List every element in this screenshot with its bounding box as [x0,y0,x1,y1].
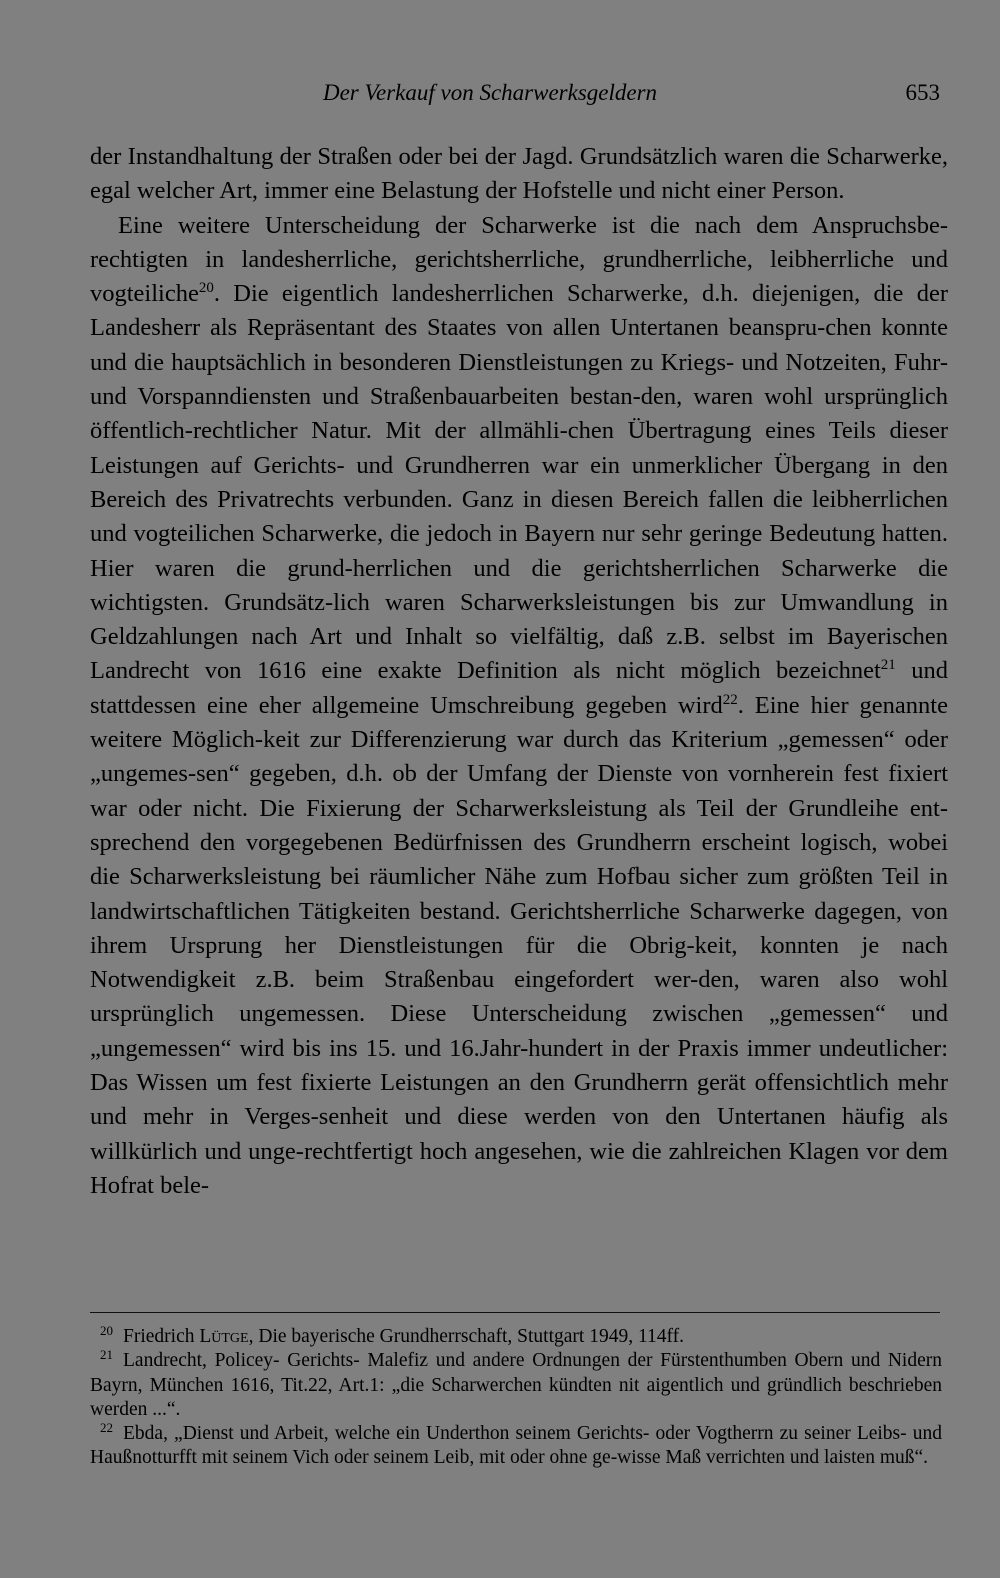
text-segment: Eine weitere Unterscheidung der Scharwerke ist die nach dem Anspruchsbe-rechtigten in landesherrliche, gerichtsherrliche, grundherrliche, leibherrliche und vogteiliche [90,211,948,308]
paragraph-2 [90,209,948,1204]
footnote-number: 21 [100,1346,113,1362]
footnote-number: 22 [100,1419,113,1435]
footnotes [90,1322,942,1471]
footnote-ref-20[interactable]: 20 [198,280,214,297]
footnote-21 [90,1346,942,1422]
body-text [90,140,948,1203]
footnote-number: 20 [100,1322,113,1338]
text-segment: und stattdessen eine eher allgemeine Umschreibung gegeben wird [90,657,948,719]
page-number: 653 [905,80,940,105]
running-title: Der Verkauf von Scharwerksgeldern [322,80,658,105]
paragraph-1: der Instandhaltung der Straßen oder bei der Jagd. Grundsätzlich waren die Scharwerke, egal welcher Art, immer eine Belastung der Hofstelle und nicht einer Person. [90,143,948,205]
footnote-text: Friedrich [123,1326,200,1347]
footnote-author: Lütge [199,1326,249,1347]
footnote-divider [90,1312,940,1313]
footnote-text: Landrecht, Policey- Gerichts- Malefiz und andere Ordnungen der Fürstenthumben Obern und Nidern Bayrn, München 1616, Tit.22, Art.1: „die Scharwerchen kündten nit aigentlich und gründlich beschrieben werden ...“. [90,1350,942,1420]
text-segment: . Eine hier genannte weitere Möglich-keit zur Differenzierung war durch das Kriterium „gemessen“ oder „ungemes-sen“ gegeben, d.h. ob der Umfang der Dienste von vornherein fest fixiert war oder nicht. Die Fixierung der Scharwerksleistung als Teil der Grundleihe ent-sprechend den vorgegebenen Bedürfnissen des Grundherrn erscheint logisch, wobei die Scharwerksleistung bei räumlicher Nähe zum Hofbau sicher zum größten Teil in landwirtschaftlichen Tätigkeiten bestand. Gerichtsherrliche Scharwerke dagegen, von ihrem Ursprung her Dienstleistungen für die Obrig-keit, konnten je nach Notwendigkeit z.B. beim Straßenbau eingefordert wer-den, waren also wohl ursprünglich ungemessen. Diese Unterscheidung zwischen „gemessen“ und „ungemessen“ wird bis ins 15. und 16.Jahr-hundert in der Praxis immer undeutlicher: Das Wissen um fest fixierte Leistungen an den Grundherrn gerät offensichtlich mehr und mehr in Verges-senheit und diese werden von den Untertanen häufig als willkürlich und unge-rechtfertigt hoch angesehen, wie die zahlreichen Klagen vor dem Hofrat bele- [90,691,948,1199]
text-segment: . Die eigentlich landesherrlichen Scharwerke, d.h. diejenigen, die der Landesherr als Repräsentant des Staates von allen Untertanen beanspru-chen konnte und die hauptsächlich in besonderen Dienstleistungen zu Kriegs- und Notzeiten, Fuhr- und Vorspanndiensten und Straßenbauarbeiten bestan-den, waren wohl ursprünglich öffentlich-rechtlicher Natur. Mit der allmähli-chen Übertragung eines Teils dieser Leistungen auf Gerichts- und Grundherren war ein unmerklicher Übergang in den Bereich des Privatrechts verbunden. Ganz in diesen Bereich fallen die leibherrlichen und vogteilichen Scharwerke, die jedoch in Bayern nur sehr geringe Bedeutung hatten. Hier waren die grund-herrlichen und die gerichtsherrlichen Scharwerke die wichtigsten. Grundsätz-lich waren Scharwerksleistungen bis zur Umwandlung in Geldzahlungen nach Art und Inhalt so vielfältig, daß z.B. selbst im Bayerischen Landrecht von 1616 eine exakte Definition als nicht möglich bezeichnet [90,280,948,685]
running-head [90,80,950,112]
footnote-ref-21[interactable]: 21 [880,657,896,674]
footnote-20 [90,1322,942,1349]
footnote-text: , Die bayerische Grundherrschaft, Stuttgart 1949, 114ff. [248,1326,684,1347]
footnote-text: Ebda, „Dienst und Arbeit, welche ein Underthon seinem Gerichts- oder Vogtherrn zu seiner Leibs- und Haußnotturfft mit seinem Vich oder seinem Leib, mit oder ohne ge-wisse Maß verrichten und laisten muß“. [90,1423,942,1469]
footnote-ref-22[interactable]: 22 [722,691,738,708]
footnote-22 [90,1419,942,1471]
